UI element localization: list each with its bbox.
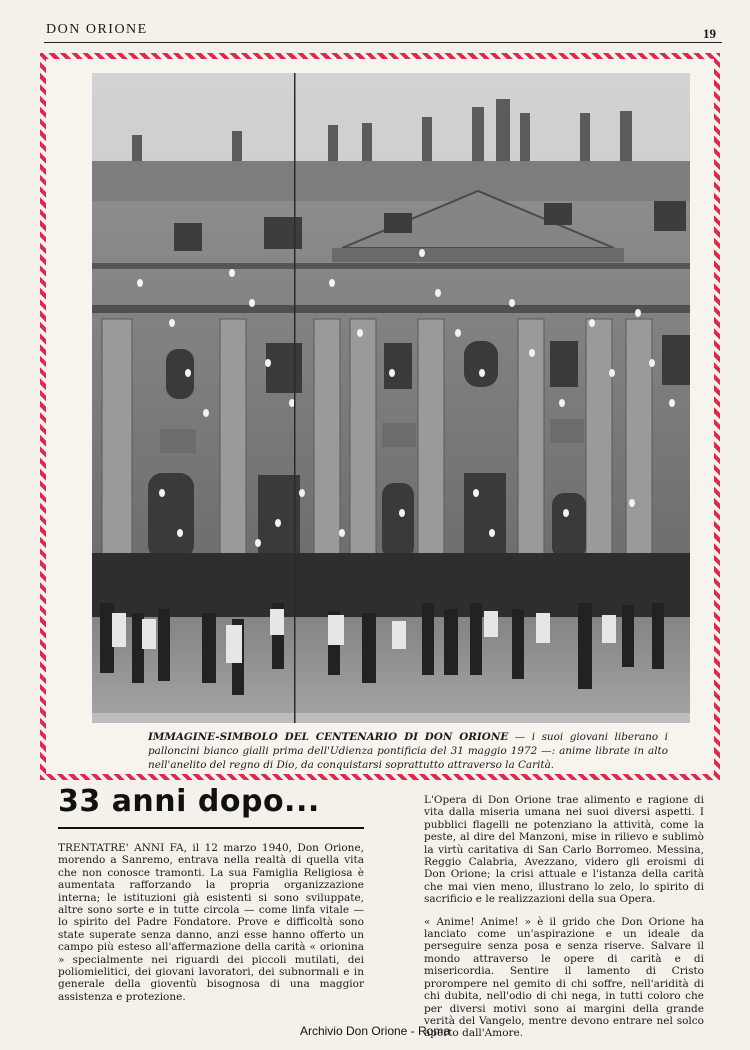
caption-text: — i suoi giovani liberano i palloncini bianco gialli prima dell'Udienza pontificia del 31 maggio 1972 —: anime librate in alto nell'anelito del regno di Dio, da conquistarsi soprattutto attraverso la Carità.	[148, 731, 668, 771]
article-column-left	[58, 842, 364, 1013]
article-headline: 33 anni dopo...	[58, 784, 320, 819]
paragraph: « Anime! Anime! » è il grido che Don Orione ha lanciato come un'aspirazione e un ideale da perseguire senza posa e senza riserve. Salvare il mondo attraverso le opere di carità e di misericordia. Sentire il lamento di Cristo prorompere nel gemito di chi soffre, nell'aridità di chi dubita, nell'odio di chi nega, in tutti coloro che per diversi motivi sono ai margini della grande verità del Vangelo, mentre devono entrare nel solco aperto dall'Amore.	[424, 915, 704, 1040]
paragraph: TRENTATRE' ANNI FA, il 12 marzo 1940, Don Orione, morendo a Sanremo, entrava nella realtà di quella vita che non conosce tramonti. La sua Famiglia Religiosa è aumentata rafforzando la propria organizzazione interna; le istituzioni già esistenti si sono sviluppate, altre sono sorte e in tutte circola — come linfa vitale — lo spirito del Padre Fondatore. Prove e difficoltà sono state superate senza danno, anzi esse hanno offerto un campo più esteso all'affermazione della carità « orionina » specialmente nei riguardi dei piccoli mutilati, dei poliomielitici, dei giovani lavoratori, dei subnormali e in generale della gioventù bisognosa di una maggior assistenza e protezione.	[58, 842, 364, 1003]
archive-footer: Archivio Don Orione - Roma	[299, 1024, 451, 1038]
headline-rule	[58, 827, 364, 829]
article-column-right	[424, 794, 704, 1050]
header-rule	[44, 42, 722, 43]
photo-illustration	[92, 73, 690, 723]
running-title: DON ORIONE	[46, 22, 148, 37]
paragraph: L'Opera di Don Orione trae alimento e ragione di vita dalla miseria umana nei suoi diversi aspetti. I pubblici flagelli ne potenziano la attività, come la peste, al dire del Manzoni, mise in rilievo e sublimò la virtù caritativa di San Carlo Borromeo. Messina, Reggio Calabria, Avezzano, videro gli eroismi di Don Orione; la crisi attuale e l'istanza della carità che mai vien meno, illustrano lo zelo, lo spirito di sacrificio e le realizzazioni della sua Opera.	[424, 794, 704, 906]
page-number: 19	[703, 26, 716, 41]
photo-caption	[148, 730, 668, 772]
basilica-photo	[92, 73, 690, 723]
photo-frame	[40, 53, 720, 780]
caption-lead: IMMAGINE-SIMBOLO DEL CENTENARIO DI DON ORIONE	[148, 731, 509, 743]
